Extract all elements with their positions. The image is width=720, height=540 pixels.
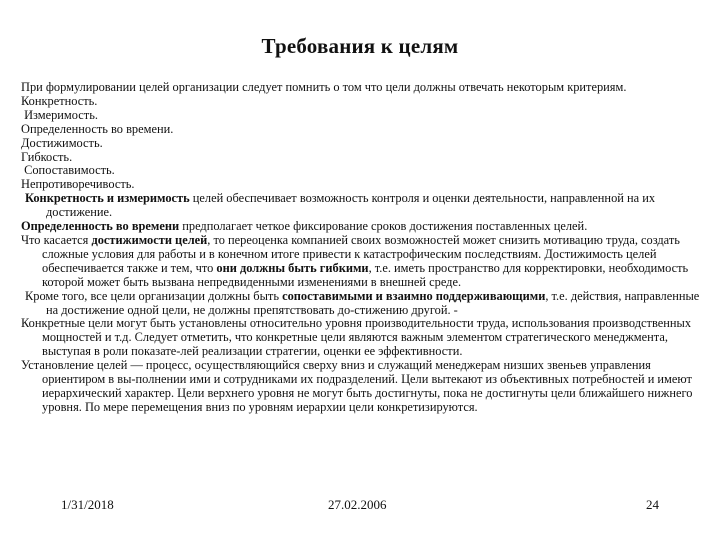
paragraph-text: предполагает четкое фиксирование сроков достижения поставленных целей.: [179, 219, 588, 234]
criterion-item: Непротиворечивость.: [21, 177, 135, 192]
paragraph-specific-goals: Конкретные цели могут быть установлены относительно уровня производительности труда, использования производственных мощностей и т.д. Следует отметить, что конкретные цели являются важным элементом стратегического менеджмента, выступая в роли показате-лей реализации стратегии, оценки ее эффективности.: [21, 316, 692, 359]
paragraph-text: Кроме того, все цели организации должны быть: [25, 288, 283, 303]
intro-paragraph: При формулировании целей организации следует помнить о том что цели должны отвечать некоторым критериям.: [21, 80, 627, 94]
bold-term: Определенность во времени: [21, 219, 180, 234]
criterion-item: Измеримость.: [21, 107, 98, 122]
paragraph-achievability: [21, 234, 701, 290]
bold-term: они должны быть гибкими: [216, 260, 369, 275]
paragraph-time-bound: [21, 220, 701, 234]
paragraph-text: целей обеспечивает возможность контроля и оценки деятельности, направленной на их достижение.: [46, 191, 656, 220]
bold-term: достижимости целей: [91, 232, 208, 247]
bold-term: сопоставимыми и взаимно поддерживающими: [282, 288, 546, 303]
paragraph-text: , т.е. действия, направленные на достижение одной цели, не должны препятствовать до-стижению другой. -: [46, 288, 700, 317]
criterion-item: Сопоставимость.: [21, 163, 115, 178]
criterion-item: Определенность во времени.: [21, 121, 174, 136]
criterion-item: Достижимость.: [21, 135, 103, 150]
paragraph-specificity: [21, 192, 701, 220]
footer-center-date: 27.02.2006: [328, 497, 387, 512]
slide-title: Требования к целям: [261, 34, 459, 58]
slide-body: [21, 81, 701, 415]
paragraph-goal-setting: Установление целей — процесс, осуществляющийся сверху вниз и служащий менеджерам низших звеньев управления ориентиром в вы-полнении ими и сотрудниками их подразделений. Цели вытекают из объективных потребностей и имеют иерархический характер. Цели верхнего уровня не могут быть достигнуты, пока не достигнуты цели ближайшего нижнего уровня. По мере перемещения вниз по уровням иерархии цели конкретизируются.: [21, 358, 693, 414]
paragraph-comparability: [21, 290, 701, 318]
slide-number: 24: [646, 497, 659, 512]
paragraph-text: , т.е. иметь пространство для корректировки, необходимость которой может быть вызвана непредвиденными изменениями в внешней среде.: [42, 260, 689, 289]
criterion-item: Конкретность.: [21, 93, 98, 108]
criterion-item: Гибкость.: [21, 149, 73, 164]
bold-term: Конкретность и измеримость: [25, 191, 190, 206]
footer-date: 1/31/2018: [61, 497, 114, 512]
paragraph-text: , то переоценка компанией своих возможностей может снизить мотивацию труда, создать сложные условия для работы и в конечном итоге привести к катастрофическим последствиям. Достижимость целей обеспечивается также и тем, что: [42, 232, 680, 275]
paragraph-text: Что касается: [21, 232, 92, 247]
